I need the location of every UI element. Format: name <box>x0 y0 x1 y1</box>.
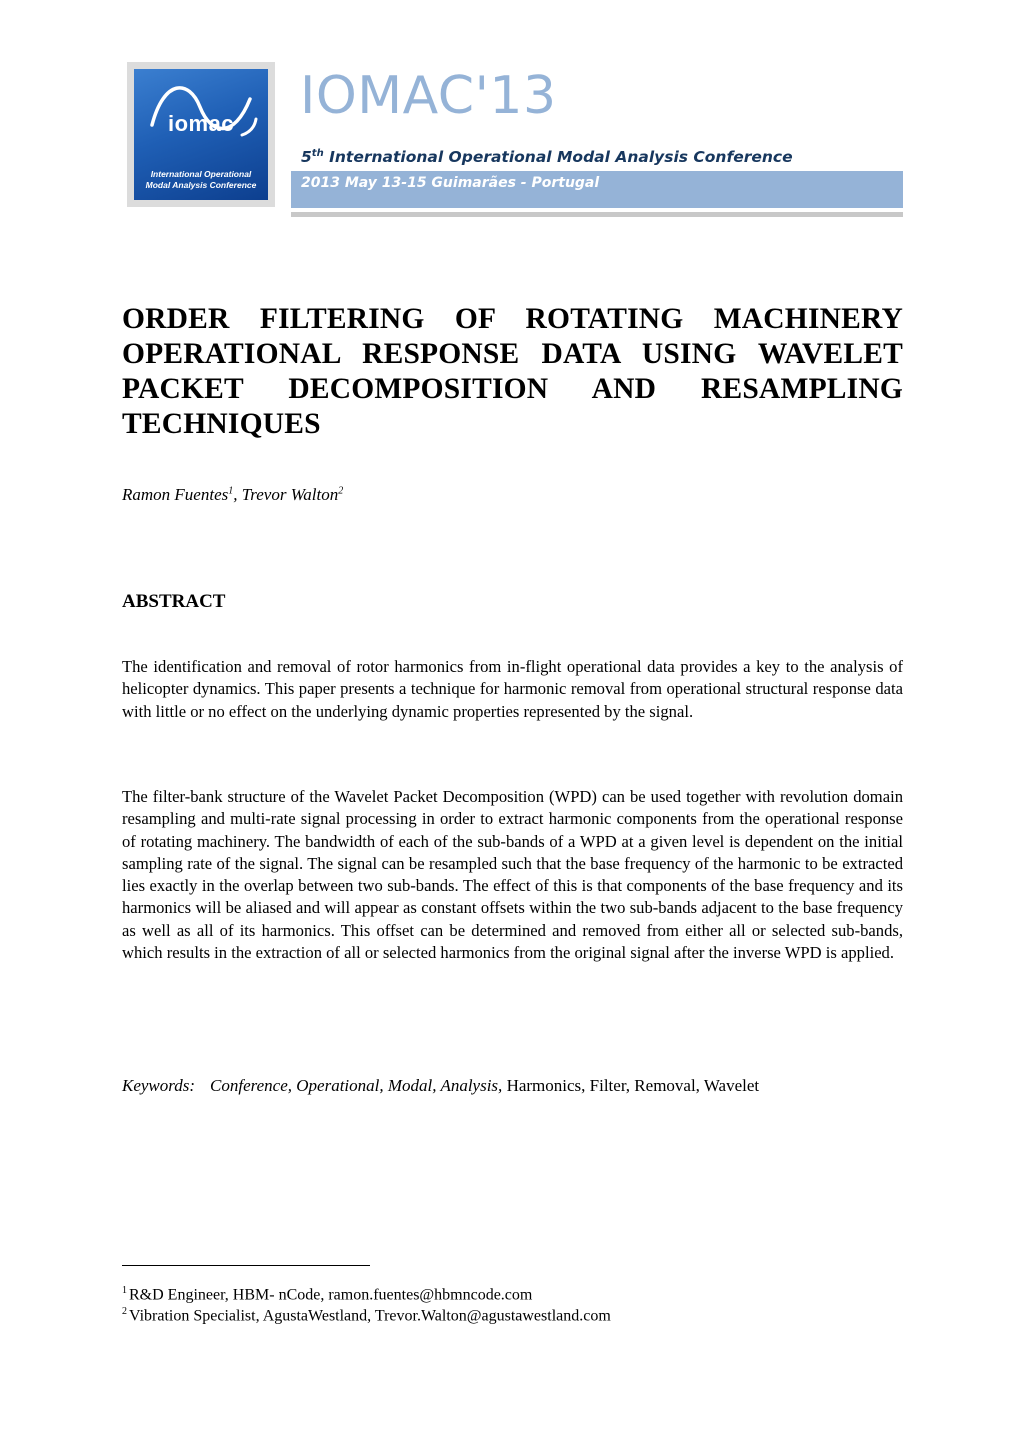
footnote-mark: 2 <box>122 1306 127 1317</box>
header-divider <box>291 212 903 217</box>
iomac-logo <box>134 69 268 200</box>
footnote <box>122 1285 532 1304</box>
author-affiliation-mark: 1 <box>228 485 234 497</box>
abstract-heading: ABSTRACT <box>122 591 226 612</box>
abstract-paragraph: The filter-bank structure of the Wavelet Packet Decomposition (WPD) can be used together with revolution domain resampling and multi-rate signal processing in order to extract harmonic components from the operational response of rotating machinery. The bandwidth of each of the sub-bands of a WPD at a given level is dependent on the initial sampling rate of the signal. The signal can be resampled such that the base frequency of the harmonic to be extracted lies exactly in the overlap between two sub-bands. The effect of this is that components of the base frequency and its harmonics will be aliased and will appear as constant offsets within the two sub-bands adjacent to the base frequency as well as all of its harmonics. This offset can be determined and removed from either all or selected sub-bands, which results in the extraction of all or selected harmonics from the original signal after the inverse WPD is applied. <box>122 787 903 963</box>
logo-wordmark: iomac <box>167 111 235 136</box>
keywords-regular: Harmonics, Filter, Removal, Wavelet <box>502 1076 760 1095</box>
conference-subtitle <box>301 148 793 166</box>
keywords <box>122 1076 759 1096</box>
conference-number: 5 <box>301 148 312 167</box>
logo-caption-line1: International Operational <box>150 169 252 179</box>
keywords-italic: Conference, Operational, Modal, Analysis, <box>210 1076 503 1095</box>
author-affiliation-mark: 2 <box>338 485 344 497</box>
keywords-label: Keywords: <box>122 1076 196 1095</box>
logo-caption-line2: Modal Analysis Conference <box>145 180 257 190</box>
author-name: Trevor Walton <box>241 485 339 504</box>
paper-title: ORDER FILTERING OF ROTATING MACHINERY OPERATIONAL RESPONSE DATA USING WAVELET PACKET DECOMPOSITION AND RESAMPLING TECHNIQUES <box>122 303 903 440</box>
footnote-text: R&D Engineer, HBM- nCode, ramon.fuentes@hbmncode.com <box>129 1286 533 1304</box>
footnote-mark: 1 <box>122 1285 127 1296</box>
conference-title: IOMAC'13 <box>300 66 557 126</box>
footnote <box>122 1306 611 1325</box>
author-separator: , <box>233 485 242 504</box>
footnote-text: Vibration Specialist, AgustaWestland, Trevor.Walton@agustawestland.com <box>129 1307 611 1325</box>
abstract-paragraph: The identification and removal of rotor harmonics from in-flight operational data provides a key to the analysis of helicopter dynamics. This paper presents a technique for harmonic removal from operational structural response data with little or no effect on the underlying dynamic properties represented by the signal. <box>122 657 903 721</box>
author-list <box>122 485 343 505</box>
conference-dates: 2013 May 13-15 Guimarães - Portugal <box>301 175 600 191</box>
conference-name: International Operational Modal Analysis Conference <box>329 148 793 167</box>
footnote-divider <box>122 1265 370 1266</box>
conference-number-suffix: th <box>311 148 324 159</box>
author-name: Ramon Fuentes <box>122 485 229 504</box>
